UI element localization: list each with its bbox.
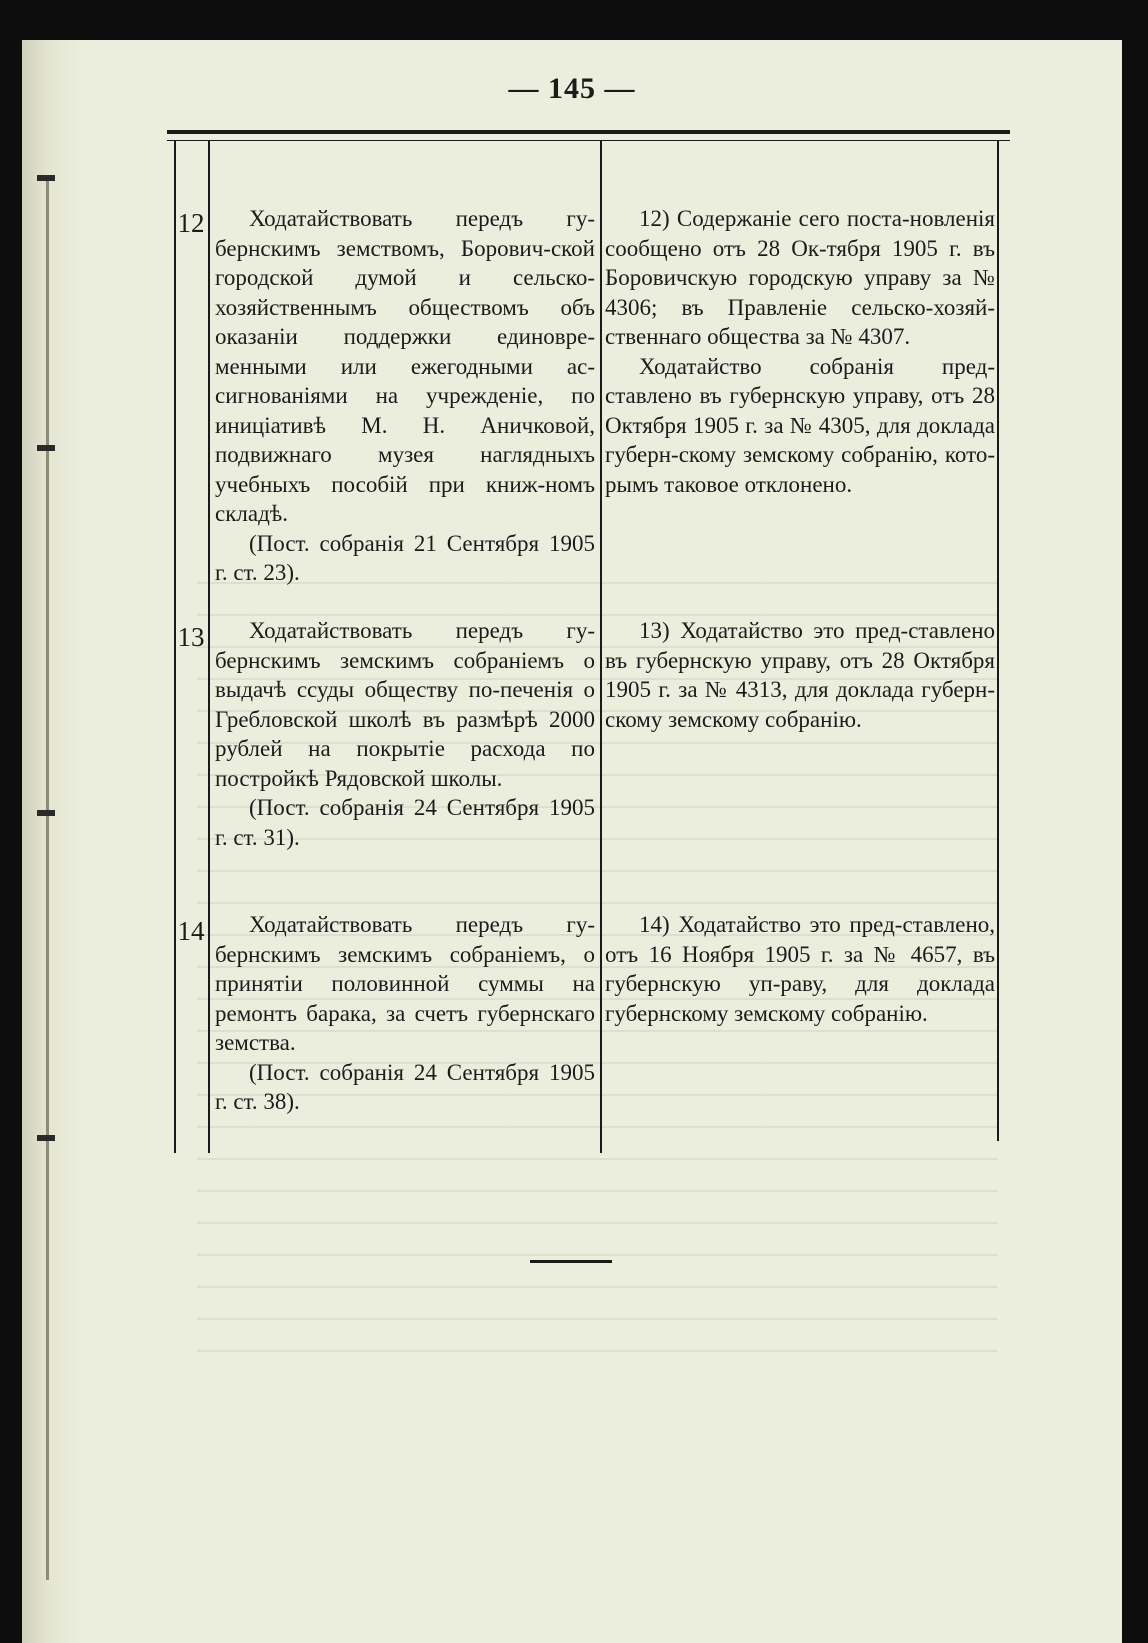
- resolution-text: [215, 616, 595, 852]
- resolution-text: [215, 204, 595, 588]
- table-right-border: [997, 141, 999, 1141]
- binding-stitch: [37, 1135, 55, 1141]
- row-number: 14: [177, 916, 205, 946]
- resolution-paragraph: Ходатайствовать передъ гу-бернскимъ земскимъ собранiемъ, о принятiи половинной суммы на ремонтъ барака, за счетъ губернскаго земства.: [215, 912, 595, 1055]
- resolution-paragraph: Ходатайствовать передъ гу-бернскимъ земствомъ, Борович-ской городской думой и сельско-хозяйственнымъ обществомъ объ оказанiи поддержки единовре-менными или ежегодными ас-сигнованiями на учрежденiе, по иницiативѣ М. Н. Аничковой, подвижнаго музея наглядныхъ учебныхъ пособiй при книж-номъ складѣ.: [215, 206, 595, 526]
- resolution-citation: (Пост. собранiя 21 Сентября 1905 г. ст. 23).: [215, 530, 595, 585]
- table-top-rule: [167, 130, 1010, 134]
- binding-stitch: [37, 810, 55, 816]
- execution-paragraph: Ходатайство собранiя пред-ставлено въ губернскую управу, отъ 28 Октября 1905 г. за № 4305, для доклада губерн-скому земскому собранiю, кото-рымъ таковое отклонено.: [605, 353, 995, 497]
- closing-rule: [530, 1260, 612, 1263]
- execution-paragraph: 12) Содержанiе сего поста-новленiя сообщено отъ 28 Ок-тября 1905 г. въ Боровичскую городскую управу за № 4306; въ Правленiе сельско-хозяй-ственнаго общества за № 4307.: [605, 206, 995, 349]
- execution-text: [605, 616, 995, 734]
- resolution-citation: (Пост. собранiя 24 Сентября 1905 г. ст. 38).: [215, 1059, 595, 1114]
- book-binding: [22, 40, 82, 1643]
- execution-text: [605, 204, 995, 499]
- number-column-border: [208, 141, 210, 1153]
- execution-paragraph: 14) Ходатайство это пред-ставлено, отъ 16 Ноября 1905 г. за № 4657, въ губернскую уп-раву, для доклада губернскому земскому собранiю.: [605, 912, 995, 1026]
- resolution-citation: (Пост. собранiя 24 Сентября 1905 г. ст. 31).: [215, 795, 595, 850]
- binding-stitch: [37, 445, 55, 451]
- book-page: [22, 40, 1122, 1643]
- column-divider: [600, 141, 602, 1153]
- execution-paragraph: 13) Ходатайство это пред-ставлено въ губернскую управу, отъ 28 Октября 1905 г. за № 4313, для доклада губерн-скому земскому собранiю.: [605, 618, 995, 732]
- page-number: — 145 —: [508, 72, 636, 105]
- binding-stitch: [37, 175, 55, 181]
- binding-thread: [46, 180, 49, 1580]
- row-number: 12: [177, 208, 205, 238]
- execution-text: [605, 910, 995, 1028]
- resolution-text: [215, 910, 595, 1117]
- resolution-paragraph: Ходатайствовать передъ гу-бернскимъ земскимъ собранiемъ о выдачѣ ссуды обществу по-печенiя о Гребловской школѣ въ размѣрѣ 2000 рублей на покрытiе расхода по постройкѣ Рядовской школы.: [215, 618, 595, 791]
- table-top-rule-thin: [167, 140, 1010, 141]
- row-number: 13: [177, 622, 205, 652]
